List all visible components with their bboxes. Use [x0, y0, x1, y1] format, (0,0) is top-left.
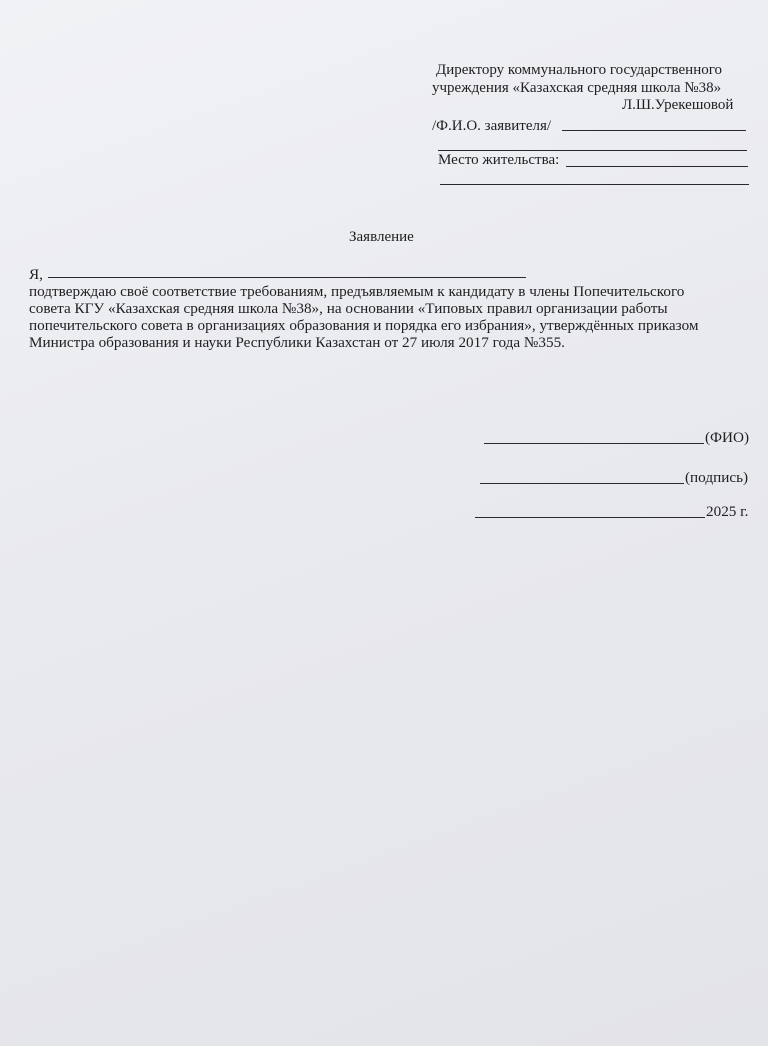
- applicant-name-field[interactable]: [562, 130, 746, 131]
- residence-field-2[interactable]: [440, 184, 749, 185]
- applicant-name-field-2[interactable]: [438, 150, 747, 151]
- body-line-3: попечительского совета в организациях образования и порядка его избрания», утверждённых приказом: [29, 317, 699, 334]
- year-label: 2025 г.: [706, 503, 749, 520]
- fio-signature-field[interactable]: [484, 443, 704, 444]
- addressee-line-1: Директору коммунального государственного: [436, 62, 722, 78]
- addressee-name: Л.Ш.Урекешовой: [622, 97, 734, 113]
- body-line-1: подтверждаю своё соответствие требованиям, предъявляемым к кандидату в члены Попечительского: [29, 283, 685, 300]
- residence-field[interactable]: [566, 166, 748, 167]
- signature-label: (подпись): [685, 469, 749, 486]
- residence-label: Место жительства:: [438, 152, 560, 168]
- addressee-line-2: учреждения «Казахская средняя школа №38»: [432, 80, 722, 96]
- ya-label: Я,: [29, 266, 43, 283]
- applicant-name-label: /Ф.И.О. заявителя/: [432, 118, 552, 134]
- document-title: Заявление: [349, 229, 414, 245]
- signature-field[interactable]: [480, 483, 684, 484]
- date-field[interactable]: [475, 517, 705, 518]
- body-line-4: Министра образования и науки Республики Казахстан от 27 июля 2017 года №355.: [29, 334, 565, 351]
- body-line-2: совета КГУ «Казахская средняя школа №38», на основании «Типовых правил организации работы: [29, 300, 668, 317]
- fio-label: (ФИО): [705, 429, 750, 446]
- full-name-field[interactable]: [48, 277, 526, 278]
